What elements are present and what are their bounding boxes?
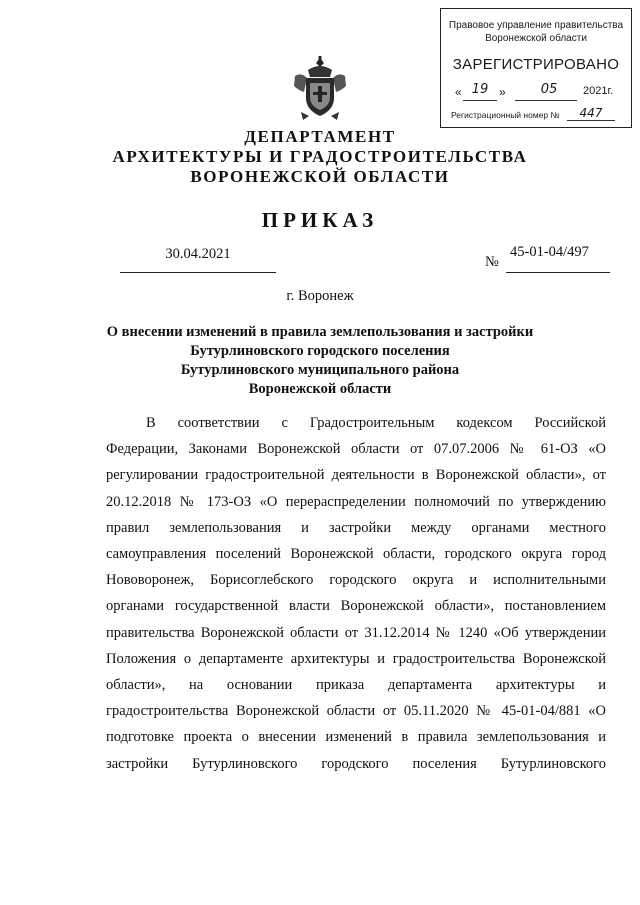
order-title: ПРИКАЗ	[261, 208, 379, 232]
body-line: регулировании градостроительной деятельности в Воронежской области», от	[106, 467, 606, 484]
body-line: градостроительства Воронежской области от 05.11.2020 № 45-01-04/881 «О	[106, 703, 606, 720]
stamp-reg-number	[451, 106, 603, 120]
stamp-date-day: 19	[471, 82, 489, 97]
registration-stamp	[440, 8, 632, 128]
subject-line3: Бутурлиновского муниципального района	[180, 362, 460, 378]
stamp-date-close-quote: »	[499, 85, 506, 99]
body-line: застройки Бутурлиновского городского поселения Бутурлиновского	[106, 755, 606, 772]
subject-line2: Бутурлиновского городского поселения	[190, 343, 450, 359]
stamp-date	[455, 82, 623, 101]
body-line: Положения о департаменте архитектуры и градостроительства Воронежской	[106, 650, 606, 667]
stamp-date-year: 2021г.	[583, 85, 614, 97]
stamp-org-line2: Воронежской области	[485, 33, 587, 44]
body-line: В соответствии с Градостроительным кодексом Российской	[146, 415, 606, 431]
body-line: Нововоронеж, Борисоглебского городского округа и исполнительными	[106, 572, 606, 589]
body-line: органами государственной власти Воронежской области», постановлением	[106, 598, 606, 615]
dept-line1: ДЕПАРТАМЕНТ	[244, 127, 396, 146]
subject-line1: О внесении изменений в правила землепользования и застройки	[106, 324, 534, 340]
order-subject	[100, 323, 540, 399]
stamp-reg-number-value: 447	[567, 106, 615, 121]
body-line: самоуправления поселений Воронежской области, городского округа город	[106, 546, 606, 563]
body-line: правительства Воронежской области от 31.12.2014 № 1240 «Об утверждении	[106, 624, 606, 641]
order-date: 30.04.2021	[165, 246, 231, 262]
stamp-registered-label: ЗАРЕГИСТРИРОВАНО	[452, 56, 620, 73]
stamp-date-open-quote: «	[455, 85, 462, 99]
stamp-org-line1: Правовое управление правительства	[448, 20, 624, 31]
stamp-reg-number-label: Регистрационный номер №	[451, 110, 560, 120]
order-body-text	[106, 410, 606, 777]
stamp-organization	[441, 19, 631, 45]
order-city: г. Воронеж	[286, 288, 354, 304]
body-line: подготовке проекта о внесении изменений в правила землепользования и	[106, 729, 606, 746]
body-line: 20.12.2018 № 173-ОЗ «О перераспределении полномочий по утверждению	[106, 493, 606, 510]
coat-of-arms-icon	[291, 56, 349, 122]
order-number-sign: №	[485, 254, 499, 270]
order-date-field	[120, 246, 276, 263]
stamp-date-month: 05	[540, 82, 558, 97]
body-line: области», на основании приказа департамента архитектуры и	[106, 677, 606, 694]
subject-line4: Воронежской области	[248, 381, 392, 397]
body-line: Федерации, Законами Воронежской области от 07.07.2006 № 61-ОЗ «О	[106, 441, 606, 458]
dept-line3: ВОРОНЕЖСКОЙ ОБЛАСТИ	[190, 167, 450, 186]
body-line: правил землепользования и застройки между органами местного	[106, 519, 606, 536]
order-number: 45-01-04/497	[510, 244, 589, 260]
department-header	[0, 127, 640, 187]
dept-line2: АРХИТЕКТУРЫ И ГРАДОСТРОИТЕЛЬСТВА	[112, 147, 528, 166]
